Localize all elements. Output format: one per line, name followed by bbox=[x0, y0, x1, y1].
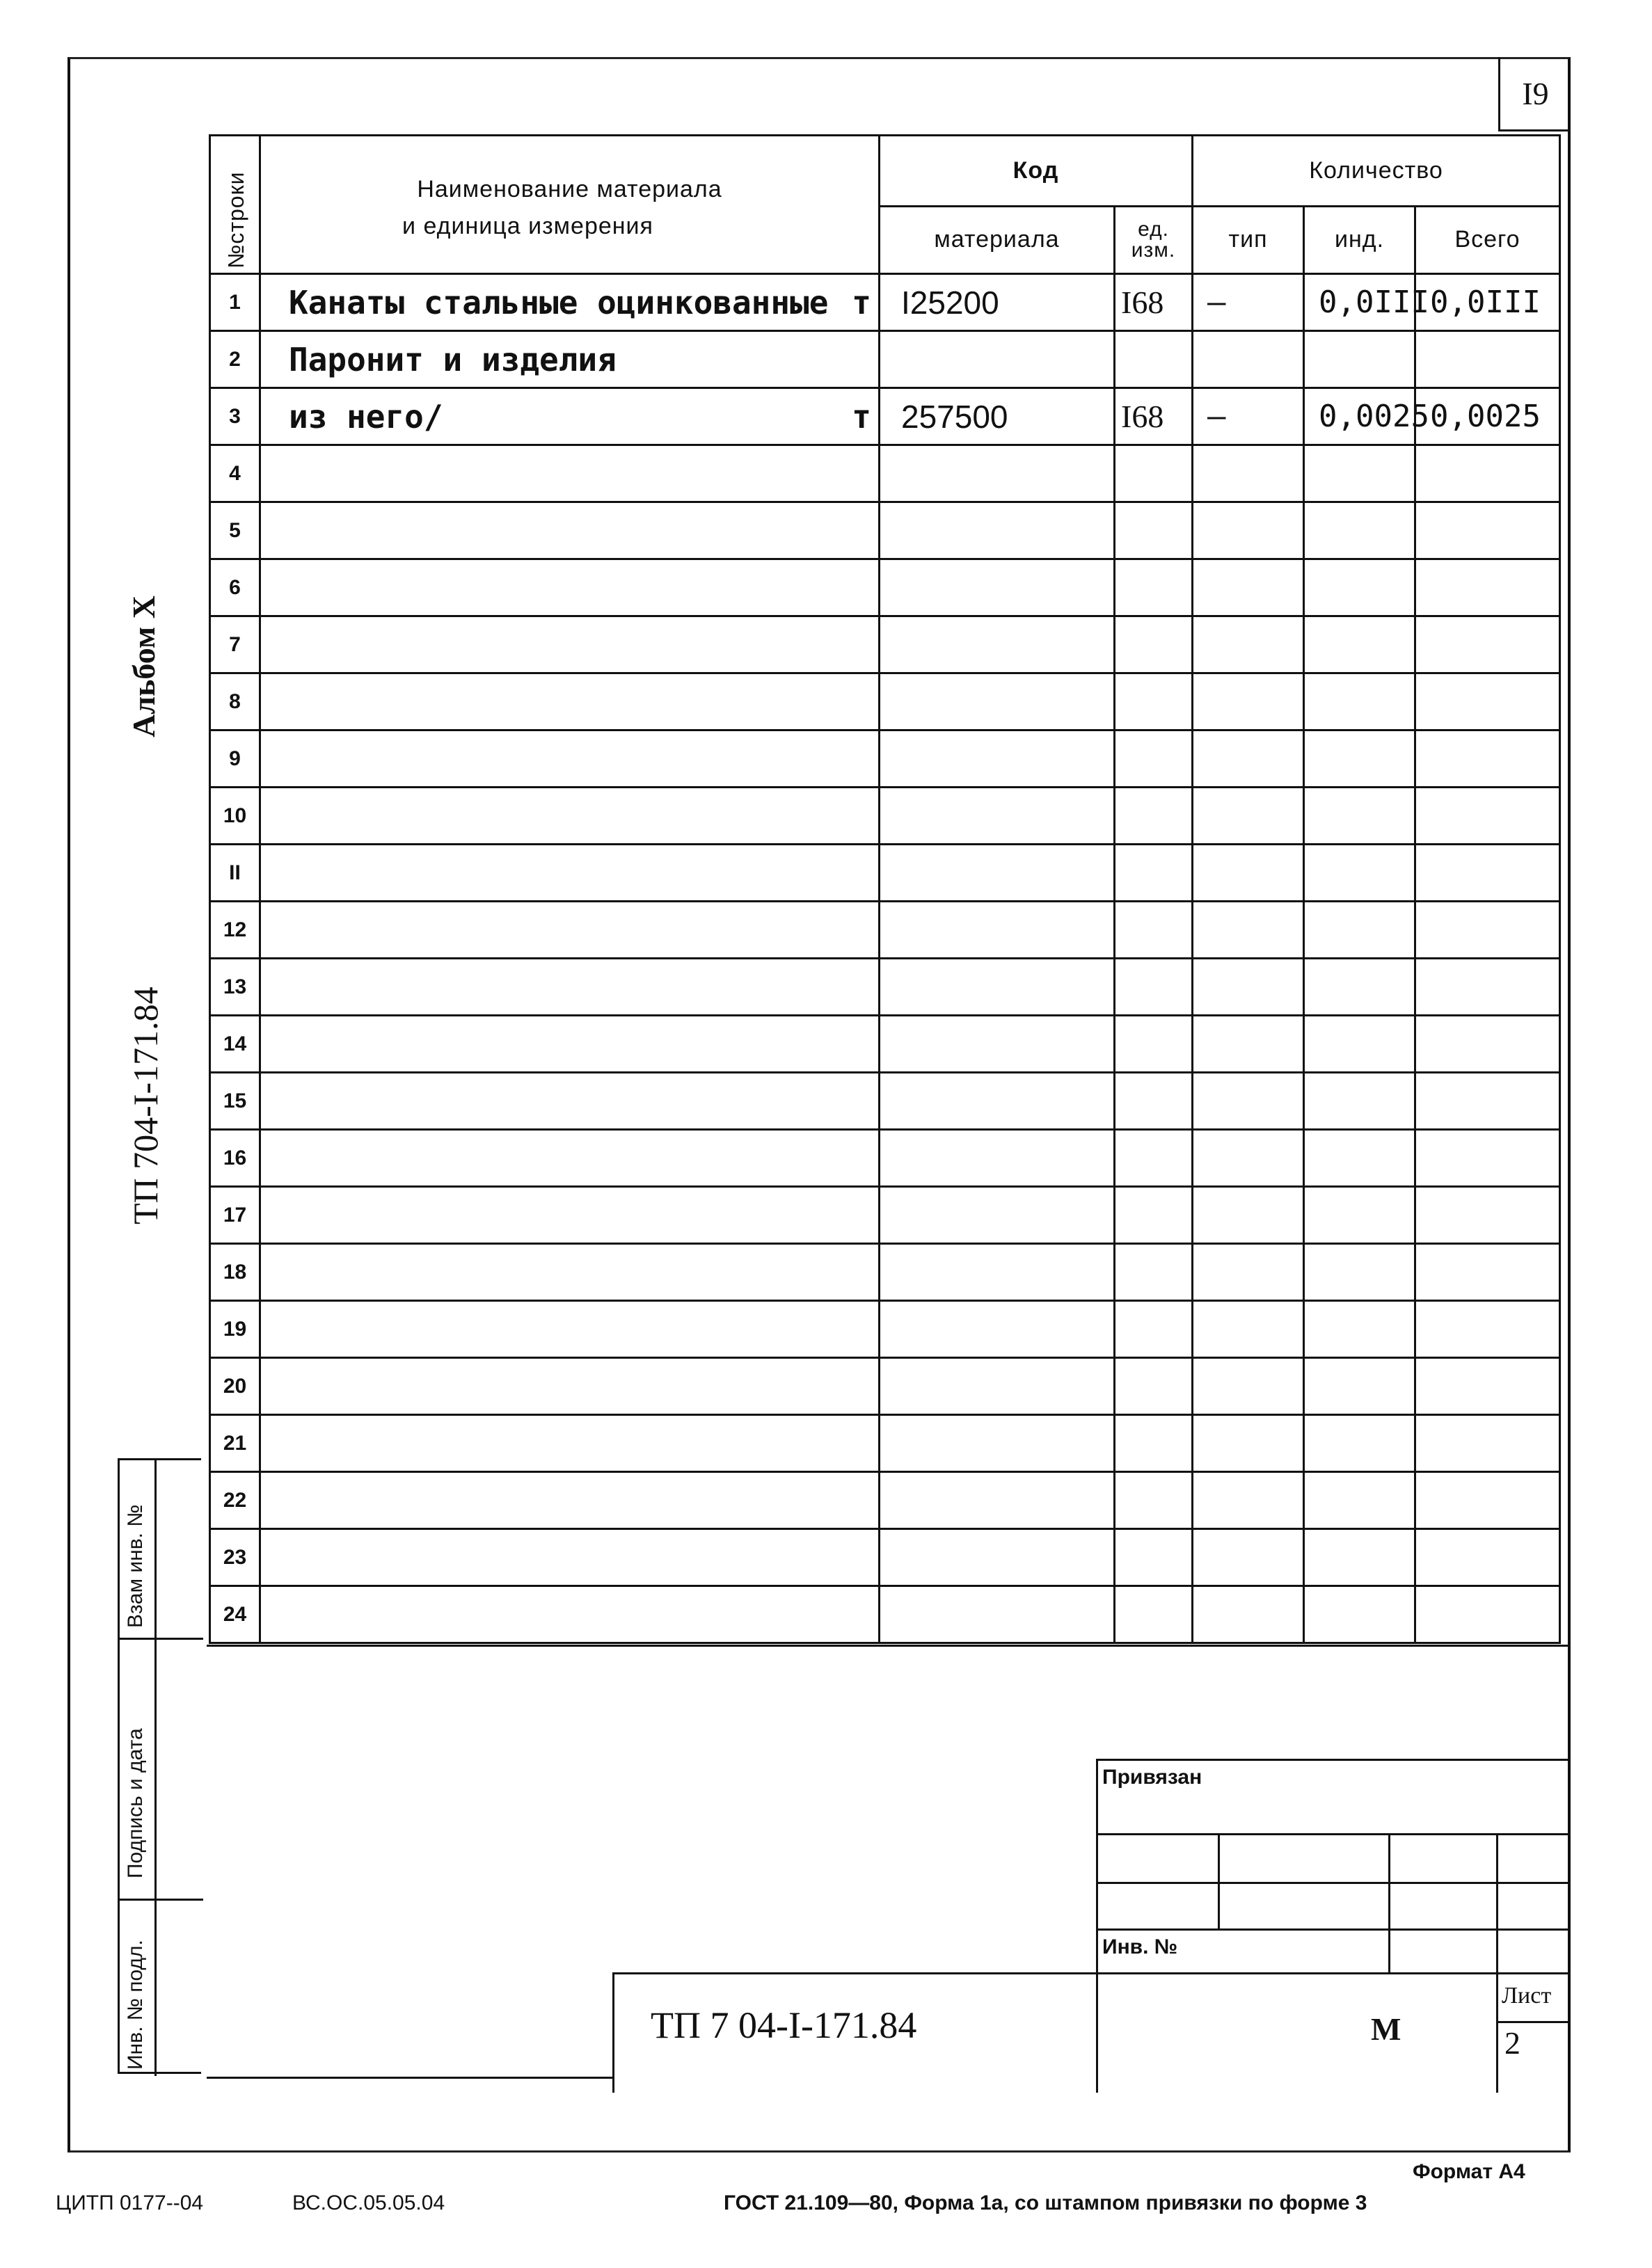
row-name bbox=[260, 1415, 880, 1472]
row-unit bbox=[1115, 1130, 1193, 1187]
table-row bbox=[210, 1244, 1560, 1301]
left-code: ЦИТП 0177--04 bbox=[56, 2191, 204, 2214]
row-name bbox=[260, 616, 880, 673]
row-total bbox=[1415, 331, 1560, 388]
row-unit bbox=[1115, 1529, 1193, 1586]
row-name bbox=[260, 559, 880, 616]
row-type bbox=[1193, 902, 1304, 959]
row-total bbox=[1415, 1529, 1560, 1586]
row-total bbox=[1415, 1472, 1560, 1529]
row-code bbox=[880, 1529, 1115, 1586]
row-ind bbox=[1304, 730, 1415, 788]
row-name bbox=[260, 502, 880, 559]
row-number: II bbox=[210, 845, 260, 902]
row-name bbox=[260, 1130, 880, 1187]
row-type bbox=[1193, 331, 1304, 388]
gost-note: ГОСТ 21.109—80, Форма 1а, со штампом привязки по форме 3 bbox=[724, 2191, 1367, 2214]
table-row bbox=[210, 730, 1560, 788]
row-total bbox=[1415, 730, 1560, 788]
table-row bbox=[210, 388, 1560, 445]
row-ind: 0,0III bbox=[1304, 274, 1415, 331]
row-code bbox=[880, 445, 1115, 502]
row-number: 2 bbox=[210, 331, 260, 388]
row-type bbox=[1193, 788, 1304, 845]
row-ind bbox=[1304, 1130, 1415, 1187]
row-number: 20 bbox=[210, 1358, 260, 1415]
row-ind bbox=[1304, 1244, 1415, 1301]
row-name bbox=[260, 1472, 880, 1529]
row-type: – bbox=[1193, 388, 1304, 445]
row-unit bbox=[1115, 788, 1193, 845]
row-unit bbox=[1115, 1016, 1193, 1073]
row-type bbox=[1193, 1244, 1304, 1301]
row-name: Канаты стальные оцинкованные т bbox=[260, 274, 880, 331]
row-unit bbox=[1115, 1187, 1193, 1244]
table-row bbox=[210, 559, 1560, 616]
row-total bbox=[1415, 559, 1560, 616]
material-header: материала bbox=[880, 206, 1115, 273]
row-no-header: №строки bbox=[210, 136, 260, 274]
row-unit bbox=[1115, 1415, 1193, 1472]
row-number: 17 bbox=[210, 1187, 260, 1244]
sheet-number: 2 bbox=[1504, 2025, 1520, 2061]
row-total bbox=[1415, 1301, 1560, 1358]
row-ind bbox=[1304, 1187, 1415, 1244]
ind-header: инд. bbox=[1304, 206, 1415, 273]
inv-no-label: Инв. № bbox=[1102, 1935, 1178, 1958]
row-type bbox=[1193, 1415, 1304, 1472]
row-name bbox=[260, 902, 880, 959]
row-number: 16 bbox=[210, 1130, 260, 1187]
row-name bbox=[260, 1301, 880, 1358]
row-name: Паронит и изделия bbox=[260, 331, 880, 388]
row-total bbox=[1415, 1187, 1560, 1244]
row-name bbox=[260, 788, 880, 845]
row-type bbox=[1193, 1358, 1304, 1415]
row-total bbox=[1415, 788, 1560, 845]
table-row bbox=[210, 1586, 1560, 1643]
row-code bbox=[880, 1244, 1115, 1301]
row-unit-letter: т bbox=[852, 283, 871, 321]
table-row bbox=[210, 1358, 1560, 1415]
row-name bbox=[260, 845, 880, 902]
row-ind bbox=[1304, 902, 1415, 959]
name-header: Наименование материала и единица измерения bbox=[260, 136, 880, 274]
row-total bbox=[1415, 959, 1560, 1016]
table-row bbox=[210, 1529, 1560, 1586]
designation: ТП 7 04-I-171.84 bbox=[651, 2004, 917, 2046]
row-name bbox=[260, 1529, 880, 1586]
row-name bbox=[260, 1586, 880, 1643]
row-ind bbox=[1304, 1301, 1415, 1358]
row-number: 3 bbox=[210, 388, 260, 445]
table-row bbox=[210, 274, 1560, 331]
quantity-header: Количество bbox=[1193, 136, 1560, 207]
row-ind bbox=[1304, 1586, 1415, 1643]
table-row bbox=[210, 1415, 1560, 1472]
page-number: I9 bbox=[1498, 57, 1571, 131]
table-row bbox=[210, 788, 1560, 845]
row-name bbox=[260, 1358, 880, 1415]
row-unit bbox=[1115, 1301, 1193, 1358]
row-type bbox=[1193, 1529, 1304, 1586]
row-total bbox=[1415, 445, 1560, 502]
unit-header: ед. изм. bbox=[1115, 206, 1193, 273]
row-total bbox=[1415, 673, 1560, 730]
table-row bbox=[210, 902, 1560, 959]
row-code bbox=[880, 959, 1115, 1016]
row-name bbox=[260, 445, 880, 502]
row-unit bbox=[1115, 1586, 1193, 1643]
row-number: 8 bbox=[210, 673, 260, 730]
row-total bbox=[1415, 1586, 1560, 1643]
row-total bbox=[1415, 845, 1560, 902]
row-unit bbox=[1115, 673, 1193, 730]
row-total bbox=[1415, 1415, 1560, 1472]
row-code bbox=[880, 1073, 1115, 1130]
row-code bbox=[880, 331, 1115, 388]
row-unit bbox=[1115, 445, 1193, 502]
row-unit bbox=[1115, 1472, 1193, 1529]
row-type bbox=[1193, 1016, 1304, 1073]
row-code bbox=[880, 1130, 1115, 1187]
row-ind bbox=[1304, 1529, 1415, 1586]
row-unit bbox=[1115, 559, 1193, 616]
inv-podl-label: Инв. № подл. bbox=[124, 1940, 147, 2070]
row-number: 21 bbox=[210, 1415, 260, 1472]
sheet-label: Лист bbox=[1502, 1983, 1552, 2009]
table-row bbox=[210, 1016, 1560, 1073]
row-ind bbox=[1304, 1472, 1415, 1529]
row-type bbox=[1193, 1187, 1304, 1244]
row-name bbox=[260, 1187, 880, 1244]
row-total bbox=[1415, 1244, 1560, 1301]
row-code bbox=[880, 1187, 1115, 1244]
mid-code: ВС.ОС.05.05.04 bbox=[292, 2191, 445, 2214]
row-name bbox=[260, 673, 880, 730]
row-code bbox=[880, 1472, 1115, 1529]
row-code bbox=[880, 616, 1115, 673]
row-number: 10 bbox=[210, 788, 260, 845]
row-code bbox=[880, 1415, 1115, 1472]
row-number: 1 bbox=[210, 274, 260, 331]
row-ind bbox=[1304, 559, 1415, 616]
row-ind bbox=[1304, 788, 1415, 845]
row-unit: I68 bbox=[1115, 274, 1193, 331]
row-type bbox=[1193, 1130, 1304, 1187]
row-total bbox=[1415, 502, 1560, 559]
row-ind bbox=[1304, 1073, 1415, 1130]
row-total: 0,0025 bbox=[1415, 388, 1560, 445]
podpis-label: Подпись и дата bbox=[124, 1728, 147, 1878]
row-number: 22 bbox=[210, 1472, 260, 1529]
project-label: ТП 704-I-171.84 bbox=[126, 987, 165, 1224]
row-number: 19 bbox=[210, 1301, 260, 1358]
row-number: 4 bbox=[210, 445, 260, 502]
row-number: 14 bbox=[210, 1016, 260, 1073]
row-unit bbox=[1115, 1073, 1193, 1130]
album-label: Альбом X bbox=[126, 596, 161, 737]
row-ind bbox=[1304, 845, 1415, 902]
row-ind bbox=[1304, 673, 1415, 730]
row-type bbox=[1193, 559, 1304, 616]
row-unit bbox=[1115, 331, 1193, 388]
table-row bbox=[210, 445, 1560, 502]
table-row bbox=[210, 331, 1560, 388]
table-row bbox=[210, 1187, 1560, 1244]
row-total bbox=[1415, 902, 1560, 959]
row-total: 0,0III bbox=[1415, 274, 1560, 331]
row-ind bbox=[1304, 959, 1415, 1016]
row-number: 23 bbox=[210, 1529, 260, 1586]
table-row bbox=[210, 845, 1560, 902]
row-type bbox=[1193, 730, 1304, 788]
table-row bbox=[210, 502, 1560, 559]
vzam-inv-label: Взам инв. № bbox=[124, 1504, 147, 1628]
row-code bbox=[880, 902, 1115, 959]
table-row bbox=[210, 1472, 1560, 1529]
row-unit bbox=[1115, 845, 1193, 902]
row-code bbox=[880, 502, 1115, 559]
row-type bbox=[1193, 1073, 1304, 1130]
row-type bbox=[1193, 1301, 1304, 1358]
row-number: 15 bbox=[210, 1073, 260, 1130]
row-code bbox=[880, 1016, 1115, 1073]
row-code bbox=[880, 1301, 1115, 1358]
row-total bbox=[1415, 1016, 1560, 1073]
row-unit bbox=[1115, 730, 1193, 788]
row-number: 7 bbox=[210, 616, 260, 673]
type-header: тип bbox=[1193, 206, 1304, 273]
table-row bbox=[210, 1301, 1560, 1358]
row-number: 5 bbox=[210, 502, 260, 559]
row-ind bbox=[1304, 1016, 1415, 1073]
table-row bbox=[210, 959, 1560, 1016]
row-total bbox=[1415, 616, 1560, 673]
row-total bbox=[1415, 1073, 1560, 1130]
row-type bbox=[1193, 502, 1304, 559]
table-row bbox=[210, 616, 1560, 673]
row-unit bbox=[1115, 1358, 1193, 1415]
specification-table bbox=[209, 134, 1561, 1644]
row-name bbox=[260, 1244, 880, 1301]
row-number: 24 bbox=[210, 1586, 260, 1643]
row-number: 9 bbox=[210, 730, 260, 788]
row-unit bbox=[1115, 616, 1193, 673]
row-type: – bbox=[1193, 274, 1304, 331]
row-type bbox=[1193, 445, 1304, 502]
row-type bbox=[1193, 673, 1304, 730]
row-total bbox=[1415, 1358, 1560, 1415]
row-name bbox=[260, 1073, 880, 1130]
row-code bbox=[880, 788, 1115, 845]
code-header: Код bbox=[880, 136, 1193, 207]
row-ind bbox=[1304, 1415, 1415, 1472]
row-code bbox=[880, 730, 1115, 788]
table-row bbox=[210, 1130, 1560, 1187]
row-unit bbox=[1115, 502, 1193, 559]
table-row bbox=[210, 1073, 1560, 1130]
row-code: I25200 bbox=[880, 274, 1115, 331]
row-ind: 0,0025 bbox=[1304, 388, 1415, 445]
letter: М bbox=[1371, 2011, 1401, 2047]
row-ind bbox=[1304, 1358, 1415, 1415]
row-number: 12 bbox=[210, 902, 260, 959]
row-number: 13 bbox=[210, 959, 260, 1016]
row-name bbox=[260, 959, 880, 1016]
row-code bbox=[880, 559, 1115, 616]
row-code bbox=[880, 1586, 1115, 1643]
table-row bbox=[210, 673, 1560, 730]
row-name bbox=[260, 1016, 880, 1073]
row-type bbox=[1193, 1472, 1304, 1529]
row-total bbox=[1415, 1130, 1560, 1187]
row-ind bbox=[1304, 502, 1415, 559]
row-ind bbox=[1304, 331, 1415, 388]
row-unit bbox=[1115, 1244, 1193, 1301]
privyazan-label: Привязан bbox=[1102, 1766, 1202, 1789]
row-number: 18 bbox=[210, 1244, 260, 1301]
row-unit: I68 bbox=[1115, 388, 1193, 445]
row-unit bbox=[1115, 959, 1193, 1016]
row-type bbox=[1193, 845, 1304, 902]
row-name: из него/ т bbox=[260, 388, 880, 445]
row-code bbox=[880, 1358, 1115, 1415]
row-type bbox=[1193, 1586, 1304, 1643]
total-header: Всего bbox=[1415, 206, 1560, 273]
row-name bbox=[260, 730, 880, 788]
row-unit bbox=[1115, 902, 1193, 959]
row-ind bbox=[1304, 445, 1415, 502]
row-type bbox=[1193, 616, 1304, 673]
format-label: Формат А4 bbox=[1413, 2160, 1525, 2183]
row-code bbox=[880, 673, 1115, 730]
row-unit-letter: т bbox=[852, 397, 871, 436]
row-ind bbox=[1304, 616, 1415, 673]
row-code: 257500 bbox=[880, 388, 1115, 445]
row-number: 6 bbox=[210, 559, 260, 616]
row-code bbox=[880, 845, 1115, 902]
row-type bbox=[1193, 959, 1304, 1016]
